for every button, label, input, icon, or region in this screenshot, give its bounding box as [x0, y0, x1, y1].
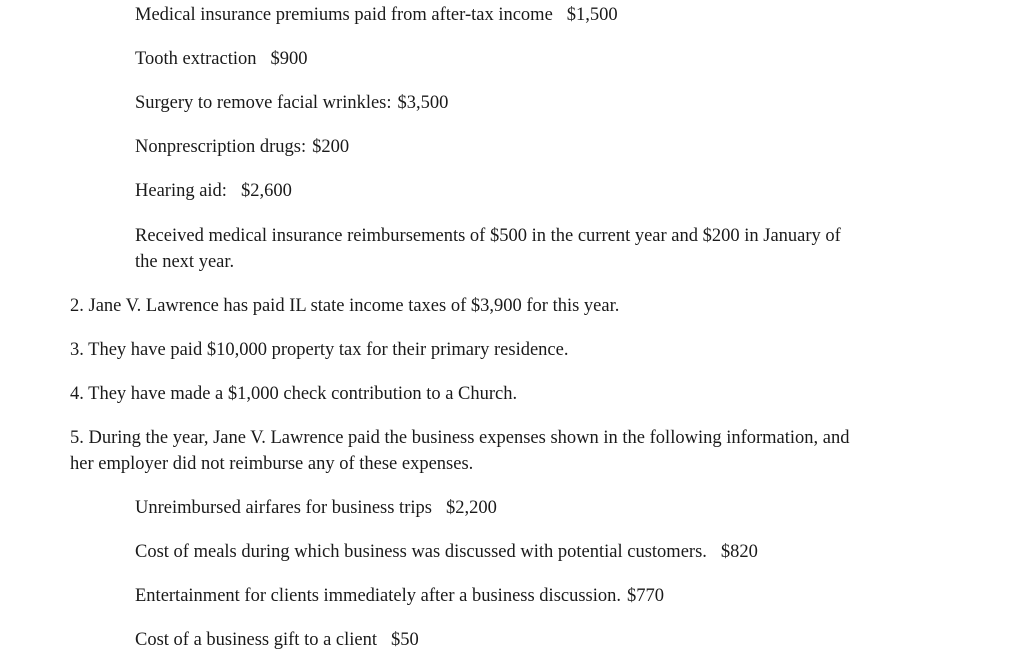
business-item-entertainment: [135, 583, 664, 609]
item-label: Surgery to remove facial wrinkles:: [135, 93, 392, 113]
numbered-item-5-line-1: 5. During the year, Jane V. Lawrence paid the business expenses shown in the following information, and: [70, 428, 850, 448]
item-amount: $2,200: [445, 498, 497, 518]
numbered-item-2: 2. Jane V. Lawrence has paid IL state income taxes of $3,900 for this year.: [70, 296, 620, 316]
reimbursement-line-2: the next year.: [135, 252, 235, 272]
item-amount: $770: [627, 586, 665, 606]
medical-item-tooth-extraction: [135, 46, 308, 72]
numbered-item-4: 4. They have made a $1,000 check contribution to a Church.: [70, 384, 518, 404]
item-amount: $3,500: [397, 93, 449, 113]
medical-item-hearing-aid: [135, 178, 292, 204]
medical-item-surgery: [135, 90, 448, 116]
numbered-item-5-line-2: her employer did not reimburse any of these expenses.: [70, 454, 474, 474]
item-label: Cost of a business gift to a client: [135, 630, 378, 650]
item-label: Hearing aid:: [135, 181, 227, 201]
item-amount: $200: [312, 137, 350, 157]
item-amount: $50: [391, 630, 419, 650]
reimbursement-line-1: Received medical insurance reimbursements of $500 in the current year and $200 in January of: [135, 226, 841, 246]
item-label: Unreimbursed airfares for business trips: [135, 498, 432, 518]
item-label: Nonprescription drugs:: [135, 137, 307, 157]
item-amount: $1,500: [566, 5, 618, 25]
business-item-gift: [135, 627, 419, 653]
item-label: Cost of meals during which business was discussed with potential customers.: [135, 542, 707, 562]
item-label: Tooth extraction: [135, 49, 257, 69]
item-amount: $2,600: [240, 181, 292, 201]
medical-item-nonprescription-drugs: [135, 134, 349, 160]
item-label: Entertainment for clients immediately after a business discussion.: [135, 586, 622, 606]
business-item-meals: [135, 539, 758, 565]
medical-item-premiums: [135, 2, 618, 28]
item-amount: $820: [720, 542, 758, 562]
numbered-item-3: 3. They have paid $10,000 property tax for their primary residence.: [70, 340, 569, 360]
business-item-airfares: [135, 495, 497, 521]
item-amount: $900: [270, 49, 308, 69]
item-label: Medical insurance premiums paid from after-tax income: [135, 5, 553, 25]
